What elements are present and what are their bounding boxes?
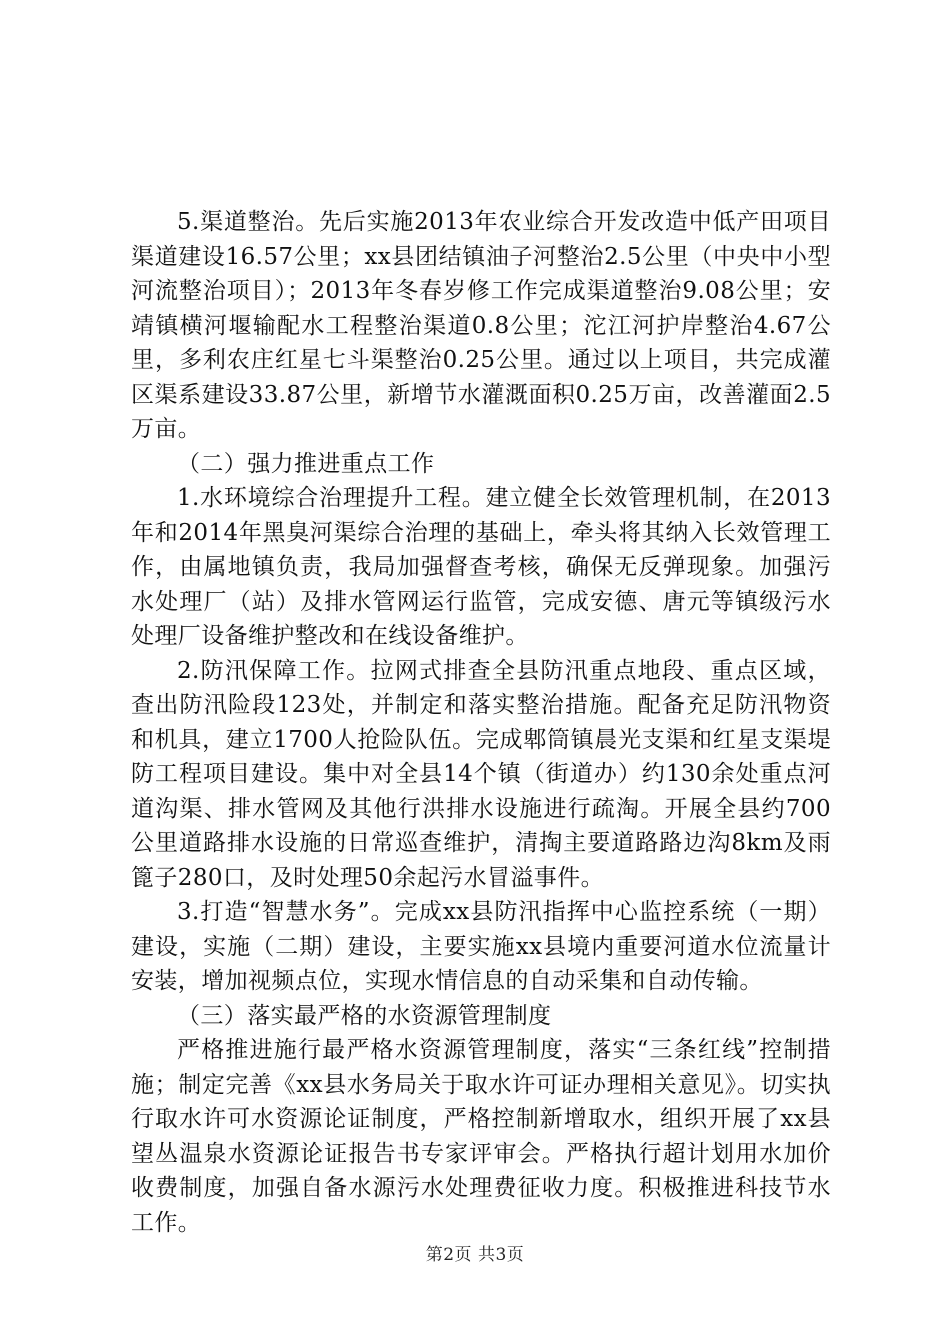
section-heading-water-resources: （三）落实最严格的水资源管理制度	[177, 1002, 552, 1029]
paragraph-flood-control: 2.防汛保障工作。拉网式排查全县防汛重点地段、重点区域，查出防汛险段123处，并制定和落实整治措施。配备充足防汛物资和机具，建立1700人抢险队伍。完成郫筒镇晨光支渠和红星支渠堤防工程项目建设。集中对全县14个镇（街道办）约130余处重点河道沟渠、排水管网及其他行洪排水设施进行疏淘。开展全县约700公里道路排水设施的日常巡查维护，清掏主要道路路边沟8km及雨篦子280口，及时处理50余起污水冒溢事件。	[131, 657, 831, 891]
page-number-footer: 第2页 共3页	[425, 1245, 525, 1265]
paragraph-smart-water: 3.打造“智慧水务”。完成xx县防汛指挥中心监控系统（一期）建设，实施（二期）建设，主要实施xx县境内重要河道水位流量计安装，增加视频点位，实现水情信息的自动采集和自动传输。	[131, 899, 831, 994]
section-heading-key-work: （二）强力推进重点工作	[177, 450, 435, 477]
paragraph-water-resource-management: 严格推进施行最严格水资源管理制度，落实“三条红线”控制措施；制定完善《xx县水务局关于取水许可证办理相关意见》。切实执行取水许可水资源论证制度，严格控制新增取水，组织开展了xx县望丛温泉水资源论证报告书专家评审会。严格执行超计划用水加价收费制度，加强自备水源污水处理费征收力度。积极推进科技节水工作。	[131, 1037, 831, 1236]
paragraph-canal-renovation: 5.渠道整治。先后实施2013年农业综合开发改造中低产田项目渠道建设16.57公里；xx县团结镇油子河整治2.5公里（中央中小型河流整治项目）；2013年冬春岁修工作完成渠道整治9.08公里；安靖镇横河堰输配水工程整治渠道0.8公里；沱江河护岸整治4.67公里，多利农庄红星七斗渠整治0.25公里。通过以上项目，共完成灌区渠系建设33.87公里，新增节水灌溉面积0.25万亩，改善灌面2.5万亩。	[131, 209, 831, 442]
paragraph-water-environment: 1.水环境综合治理提升工程。建立健全长效管理机制，在2013年和2014年黑臭河渠综合治理的基础上，牵头将其纳入长效管理工作，由属地镇负责，我局加强督查考核，确保无反弹现象。加强污水处理厂（站）及排水管网运行监管，完成安德、唐元等镇级污水处理厂设备维护整改和在线设备维护。	[131, 485, 831, 649]
document-body	[131, 205, 831, 1240]
